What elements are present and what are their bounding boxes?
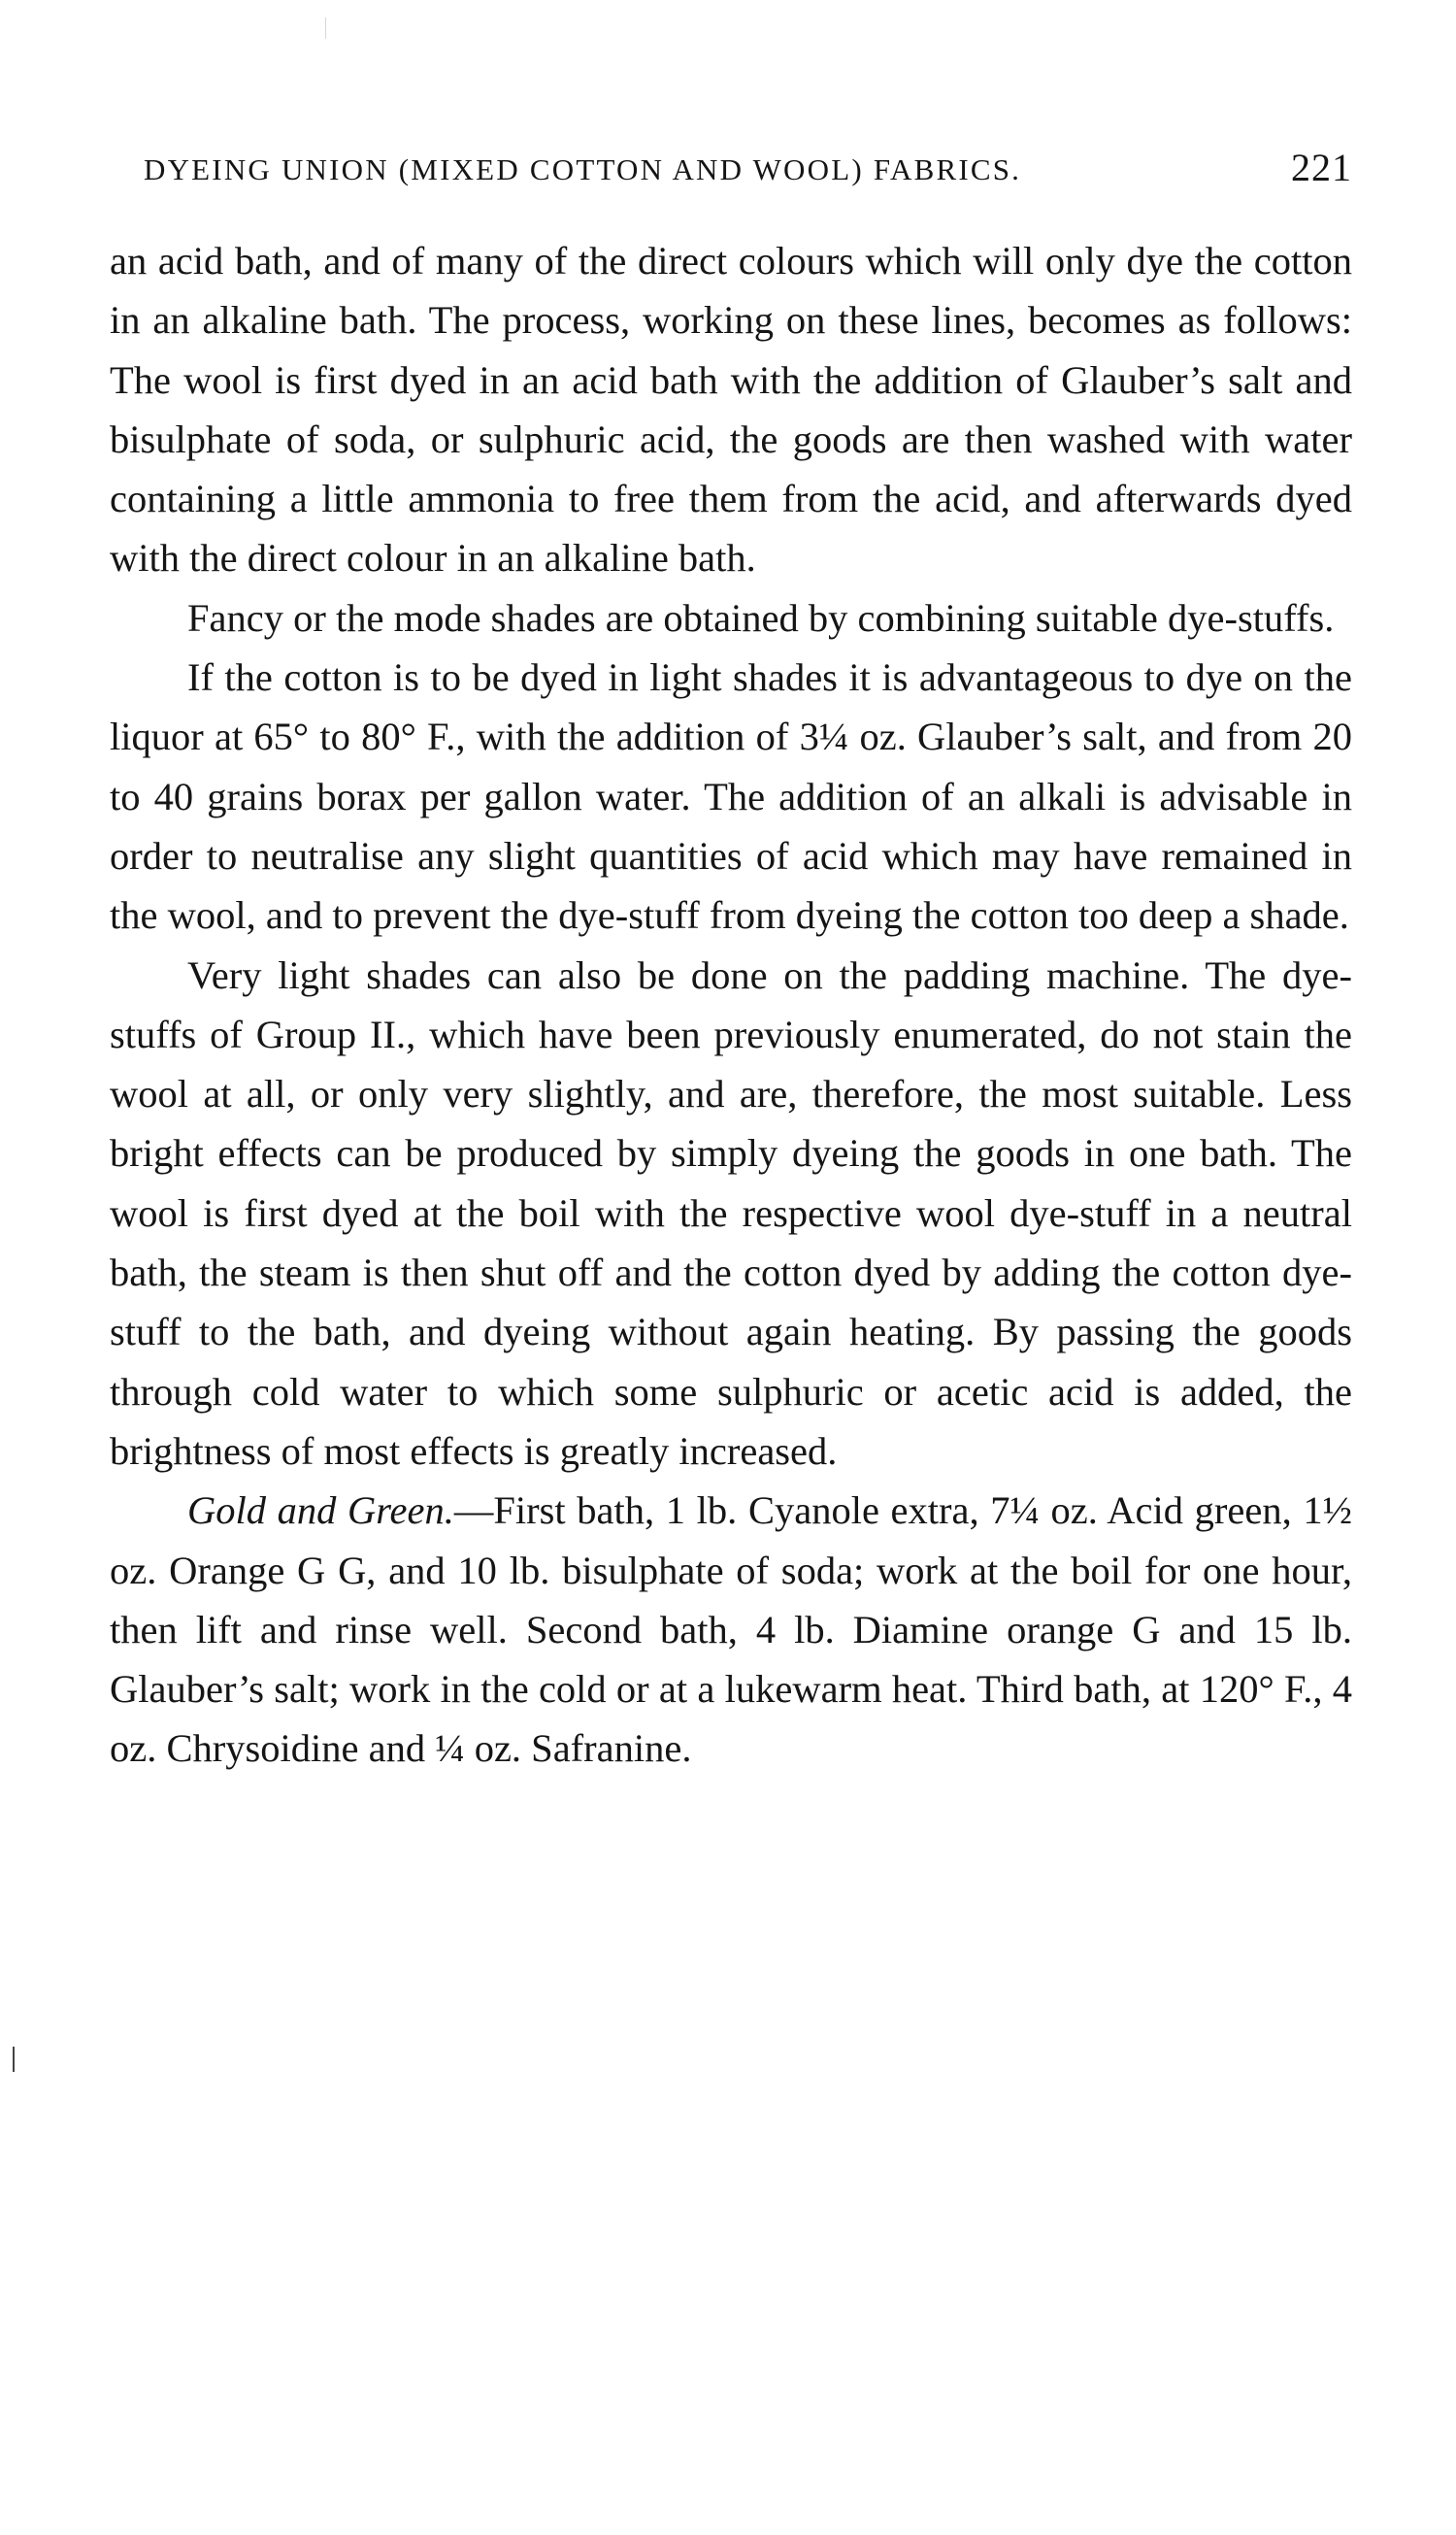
running-header-title: DYEING UNION (MIXED COTTON AND WOOL) FABRICS. <box>144 152 1022 186</box>
paragraph-text: Very light shades can also be done on the padding machine. The dye-stuffs of Group II., which have been previously enumerated, do not stain the wool at all, or only very slightly, and are, therefore, the most suitable. Less bright effects can be produced by simply dyeing the goods in one bath. The wool is first dyed at the boil with the respective wool dye-stuff in a neutral bath, the steam is then shut off and the cotton dyed by adding the cotton dye-stuff to the bath, and dyeing without again heating. By passing the goods through cold water to which some sulphuric or acetic acid is added, the brightness of most effects is greatly increased. <box>110 952 1352 1473</box>
paragraph-text: an acid bath, and of many of the direct colours which will only dye the cotton in an alkaline bath. The process, working on these lines, becomes as follows: The wool is first dyed in an acid bath with the addition of Glauber’s salt and bisulphate of soda, or sulphuric acid, the goods are then washed with water containing a little ammonia to free them from the acid, and afterwards dyed with the direct colour in an alkaline bath. <box>110 239 1352 581</box>
paragraph-text: Fancy or the mode shades are obtained by combining suitable dye-stuffs. <box>187 595 1335 640</box>
paragraph-text: If the cotton is to be dyed in light shades it is advantageous to dye on the liquor at 65° to 80° F., with the addition of 3¼ oz. Glauber’s salt, and from 20 to 40 grains borax per gallon water. The addition of an alkali is advisable in order to neutralise any slight quantities of acid which may have remained in the wool, and to prevent the dye-stuff from dyeing the cotton too deep a shade. <box>110 655 1352 938</box>
recipe-heading: Gold and Green. <box>187 1488 454 1533</box>
body-text <box>110 231 1352 1779</box>
running-header <box>144 141 1352 199</box>
scan-artifact-line <box>325 17 326 39</box>
margin-mark <box>13 2047 15 2072</box>
paragraph-text: —First bath, 1 lb. Cyanole extra, 7¼ oz. Acid green, 1½ oz. Orange G G, and 10 lb. bisulphate of soda; work at the boil for one hour, then lift and rinse well. Second bath, 4 lb. Diamine orange G and 15 lb. Glauber’s salt; work in the cold or at a lukewarm heat. Third bath, at 120° F., 4 oz. Chrysoidine and ¼ oz. Safranine. <box>110 1488 1352 1771</box>
paragraph-continued <box>110 231 1352 588</box>
paragraph-gold-and-green <box>110 1481 1352 1778</box>
paragraph-padding-machine <box>110 946 1352 1482</box>
paragraph-light-shades <box>110 648 1352 945</box>
page-number: 221 <box>1291 146 1352 189</box>
paragraph-fancy-shades <box>110 588 1352 648</box>
